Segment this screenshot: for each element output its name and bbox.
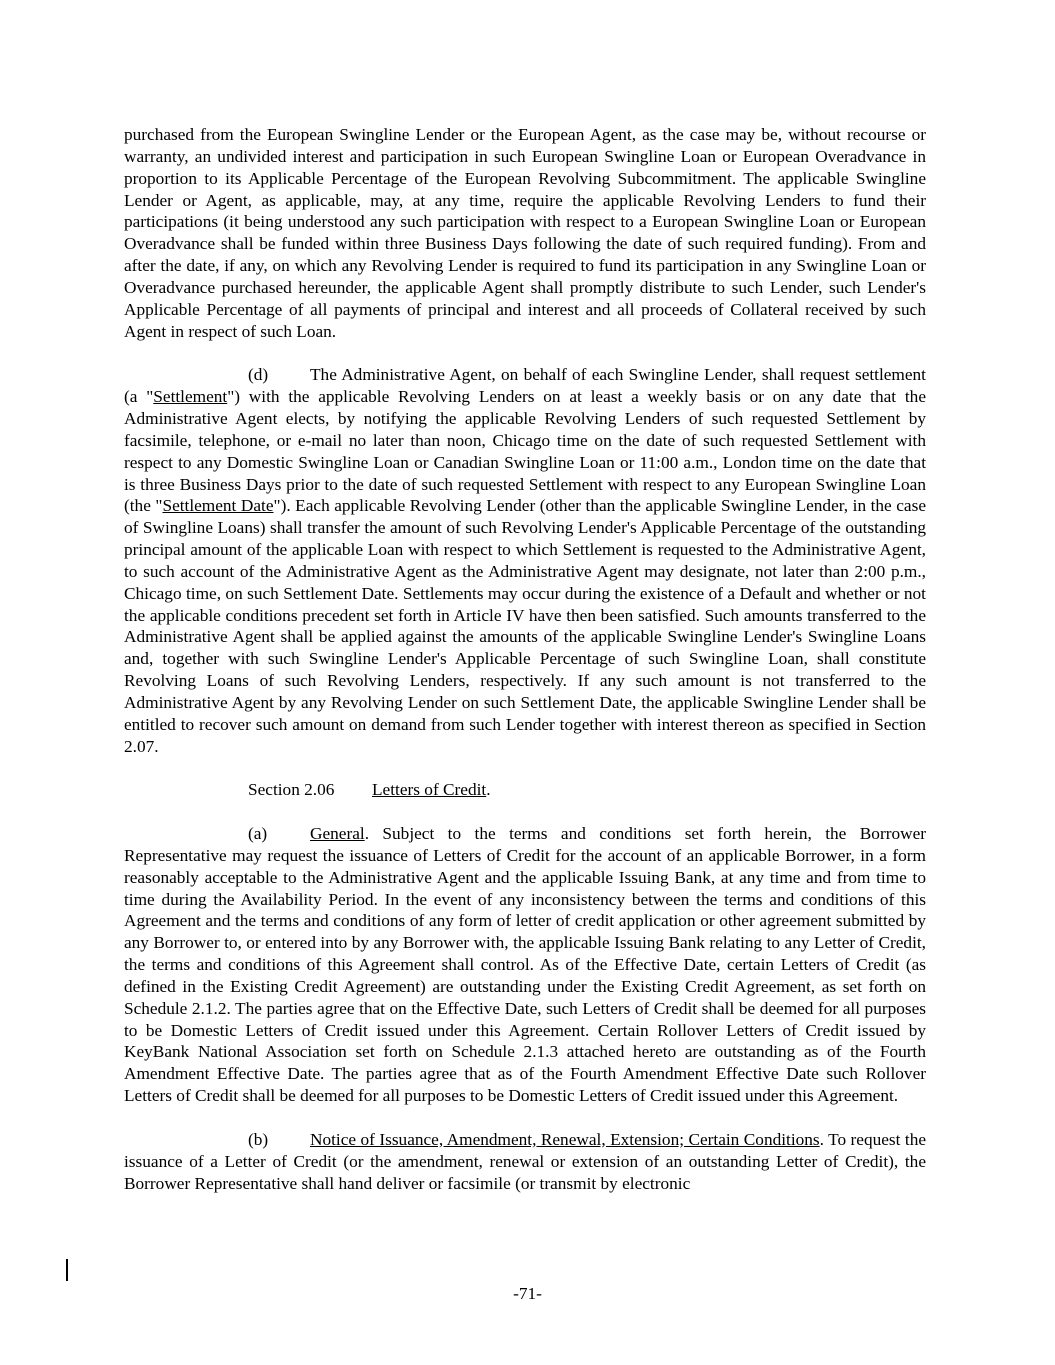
paragraph-a-text: . Subject to the terms and conditions set forth herein, the Borrower Representative may request the issuance of Letters of Credit for the account of an applicable Borrower, in a form reasonably acceptable to the Administrative Agent and the applicable Issuing Bank, at any time and from time to time during the Availability Period. In the event of any inconsistency between the terms and conditions of this Agreement and the terms and conditions of any form of letter of credit application or other agreement submitted by any Borrower to, or entered into by any Borrower with, the applicable Issuing Bank relating to any Letter of Credit, the terms and conditions of this Agreement shall control. As of the Effective Date, certain Letters of Credit (as defined in the Existing Credit Agreement) are outstanding under the Existing Credit Agreement, as set forth on Schedule 2.1.2. The parties agree that on the Effective Date, such Letters of Credit shall be deemed for all purposes to be Domestic Letters of Credit issued under this Agreement. Certain Rollover Letters of Credit issued by KeyBank National Association set forth on Schedule 2.1.3 attached hereto are outstanding as of the Fourth Amendment Effective Date. The parties agree that as of the Fourth Amendment Effective Date such Rollover Letters of Credit shall be deemed for all purposes to be Domestic Letters of Credit issued under this Agreement. [124,824,926,1106]
paragraph-b [124,1129,926,1195]
paragraph-b-text: . To request the issuance of a Letter of Credit (or the amendment, renewal or extension of an outstanding Letter of Credit), the Borrower Representative shall hand deliver or facsimile (or transmit by electronic [124,1129,926,1193]
page-number: -71- [513,1284,542,1303]
paragraph-d-label: (d) [248,365,269,385]
paragraph-a [124,823,926,1107]
defined-term-settlement: Settlement [153,387,228,407]
document-page [124,124,926,1194]
paragraph-b-heading: Notice of Issuance, Amendment, Renewal, Extension; Certain Conditions [310,1129,820,1149]
paragraph-d [124,364,926,757]
paragraph-continuation: purchased from the European Swingline Lender or the European Agent, as the case may be, without recourse or warranty, an undivided interest and participation in such European Swingline Loan or European Overadvance in proportion to its Applicable Percentage of the European Revolving Subcommitment. The applicable Swingline Lender or Agent, as applicable, may, at any time, require the applicable Revolving Lenders to fund their participations (it being understood any such participation with respect to a European Swingline Loan or European Overadvance shall be funded within three Business Days following the date of such required funding). From and after the date, if any, on which any Revolving Lender is required to fund its participation in any Swingline Loan or Overadvance purchased hereunder, the applicable Agent shall promptly distribute to such Lender, such Lender's Applicable Percentage of all payments of principal and interest and all proceeds of Collateral received by such Agent in respect of such Loan. [124,125,926,341]
revision-bar [66,1259,68,1281]
paragraph-a-heading: General [310,824,365,843]
paragraph-a-label: (a) [248,824,268,843]
section-title: Letters of Credit [372,780,487,800]
section-heading: Section 2.06 Letters of Credit. [248,780,491,800]
section-number: Section 2.06 [248,780,335,800]
paragraph-d-text-3: "). Each applicable Revolving Lender (other than the applicable Swingline Lender, in the case of Swingline Loans) shall transfer the amount of such Revolving Lender's Applicable Percentage of the outstanding principal amount of the applicable Loan with respect to which Settlement is requested to the Administrative Agent, to such account of the Administrative Agent as the Administrative Agent may designate, not later than 2:00 p.m., Chicago time, on such Settlement Date. Settlements may occur during the existence of a Default and whether or not the applicable conditions precedent set forth in Article IV have then been satisfied. Such amounts transferred to the Administrative Agent shall be applied against the amounts of the applicable Swingline Lender's Swingline Loans and, together with such Swingline Lender's Applicable Percentage of such Swingline Loan, shall constitute Revolving Loans of such Revolving Lenders, respectively. If any such amount is not transferred to the Administrative Agent by any Revolving Lender on such Settlement Date, the applicable Swingline Lender shall be entitled to recover such amount on demand from such Lender together with interest thereon as specified in Section 2.07. [124,496,926,756]
paragraph-b-label: (b) [248,1129,269,1149]
defined-term-settlement-date: Settlement Date [162,496,274,516]
paragraph-d-text-1: The Administrative Agent, on behalf of each Swingline Lender, shall request settlement (a " [124,365,926,407]
paragraph-d-text-2: ") with the applicable Revolving Lenders on at least a weekly basis or on any date that the Administrative Agent elects, by notifying the applicable Revolving Lenders of such requested Settlement by facsimile, telephone, or e-mail no later than noon, Chicago time on the date of such requested Settlement with respect to any Domestic Swingline Loan or Canadian Swingline Loan or 11:00 a.m., London time on the date that is three Business Days prior to the date of such requested Settlement with respect to any European Swingline Loan (the " [124,387,926,516]
